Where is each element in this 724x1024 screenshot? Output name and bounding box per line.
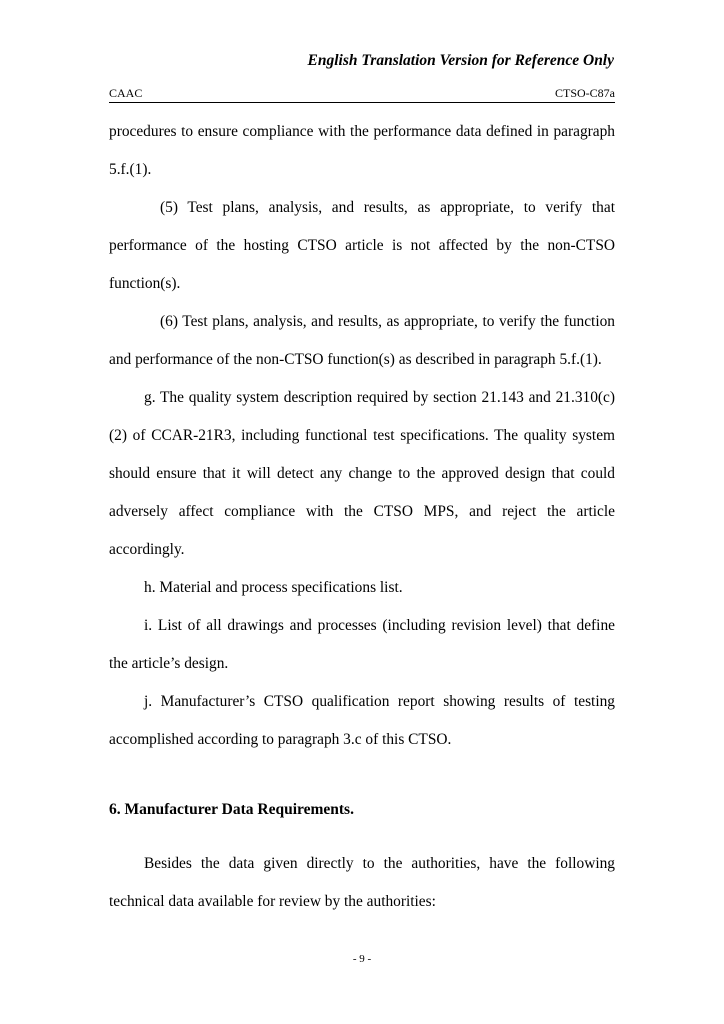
section-paragraph: Besides the data given directly to the authorities, have the following technical data available for review by the authorities: <box>109 855 615 910</box>
translation-banner: English Translation Version for Reference Only <box>307 52 614 69</box>
paragraph-item-5: (5) Test plans, analysis, and results, as appropriate, to verify that performance of the hosting CTSO article is not affected by the non-CTSO function(s). <box>109 199 615 292</box>
paragraph-item-g: g. The quality system description required by section 21.143 and 21.310(c)(2) of CCAR-21R3, including functional test specifications. The quality system should ensure that it will detect any change to the approved design that could adversely affect compliance with the CTSO MPS, and reject the article accordingly. <box>109 389 615 558</box>
section-body <box>109 845 615 921</box>
paragraph-item-6: (6) Test plans, analysis, and results, as appropriate, to verify the function and performance of the non-CTSO function(s) as described in paragraph 5.f.(1). <box>109 313 615 368</box>
body-text <box>109 113 615 759</box>
section-heading: 6. Manufacturer Data Requirements. <box>109 801 354 818</box>
paragraph-item-h: h. Material and process specifications list. <box>144 579 403 596</box>
paragraph-item-j: j. Manufacturer’s CTSO qualification report showing results of testing accomplished according to paragraph 3.c of this CTSO. <box>109 693 615 748</box>
header-organization: CAAC <box>109 86 143 100</box>
header-document-id: CTSO-C87a <box>555 86 615 100</box>
paragraph-item-i: i. List of all drawings and processes (including revision level) that define the article’s design. <box>109 617 615 672</box>
running-header <box>109 86 615 103</box>
page-number: - 9 - <box>352 953 372 965</box>
paragraph-continuation: procedures to ensure compliance with the performance data defined in paragraph 5.f.(1). <box>109 123 615 178</box>
